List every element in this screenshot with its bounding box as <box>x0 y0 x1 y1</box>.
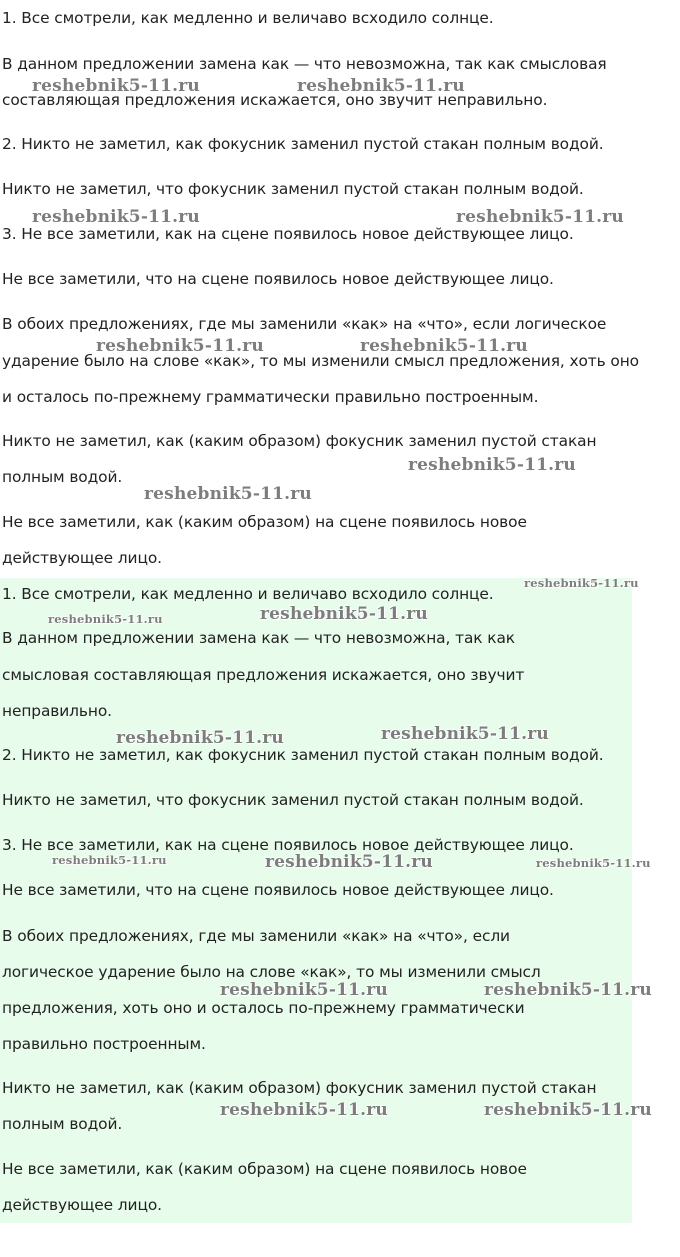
text-line: 3. Не все заметили, как на сцене появилось новое действующее лицо. <box>2 225 574 243</box>
text-line: полным водой. <box>2 468 123 486</box>
text-line: ударение было на слове «как», то мы изменили смысл предложения, хоть оно <box>2 352 639 370</box>
watermark: reshebnik5-11.ru <box>360 336 528 356</box>
text-line: В данном предложении замена как — что невозможна, так как <box>2 629 515 647</box>
highlighted-answer-section <box>0 578 632 1223</box>
text-line: Никто не заметил, что фокусник заменил пустой стакан полным водой. <box>2 791 584 809</box>
text-line: Никто не заметил, как (каким образом) фокусник заменил пустой стакан <box>2 1079 597 1097</box>
watermark: reshebnik5-11.ru <box>96 336 264 356</box>
text-line: Не все заметили, что на сцене появилось новое действующее лицо. <box>2 881 554 899</box>
watermark: reshebnik5-11.ru <box>32 207 200 227</box>
watermark: reshebnik5-11.ru <box>484 980 652 1000</box>
text-line: смысловая составляющая предложения искажается, оно звучит <box>2 666 525 684</box>
text-line: правильно построенным. <box>2 1035 206 1053</box>
watermark: reshebnik5-11.ru <box>220 1100 388 1120</box>
watermark: reshebnik5-11.ru <box>52 853 167 867</box>
text-line: полным водой. <box>2 1115 123 1133</box>
watermark: reshebnik5-11.ru <box>524 576 639 590</box>
watermark: reshebnik5-11.ru <box>297 76 465 96</box>
text-line: 2. Никто не заметил, как фокусник заменил пустой стакан полным водой. <box>2 135 604 153</box>
watermark: reshebnik5-11.ru <box>484 1100 652 1120</box>
text-line: В обоих предложениях, где мы заменили «как» на «что», если логическое <box>2 315 607 333</box>
text-line: 1. Все смотрели, как медленно и величаво всходило солнце. <box>2 9 494 27</box>
text-line: Не все заметили, что на сцене появилось новое действующее лицо. <box>2 270 554 288</box>
text-line: действующее лицо. <box>2 549 162 567</box>
watermark: reshebnik5-11.ru <box>265 852 433 872</box>
text-line: 1. Все смотрели, как медленно и величаво всходило солнце. <box>2 585 494 603</box>
text-line: 2. Никто не заметил, как фокусник заменил пустой стакан полным водой. <box>2 746 604 764</box>
text-line: В данном предложении замена как — что невозможна, так как смысловая <box>2 55 607 73</box>
watermark: reshebnik5-11.ru <box>144 484 312 504</box>
watermark: reshebnik5-11.ru <box>536 856 651 870</box>
watermark: reshebnik5-11.ru <box>116 728 284 748</box>
text-line: Не все заметили, как (каким образом) на сцене появилось новое <box>2 1160 527 1178</box>
watermark: reshebnik5-11.ru <box>260 604 428 624</box>
text-line: неправильно. <box>2 702 112 720</box>
watermark: reshebnik5-11.ru <box>456 207 624 227</box>
text-line: Не все заметили, как (каким образом) на сцене появилось новое <box>2 513 527 531</box>
text-line: предложения, хоть оно и осталось по-прежнему грамматически <box>2 999 525 1017</box>
text-line: действующее лицо. <box>2 1196 162 1214</box>
text-line: Никто не заметил, что фокусник заменил пустой стакан полным водой. <box>2 180 584 198</box>
text-line: Никто не заметил, как (каким образом) фокусник заменил пустой стакан <box>2 432 597 450</box>
watermark: reshebnik5-11.ru <box>220 980 388 1000</box>
watermark: reshebnik5-11.ru <box>381 724 549 744</box>
watermark: reshebnik5-11.ru <box>32 76 200 96</box>
text-line: и осталось по-прежнему грамматически правильно построенным. <box>2 388 539 406</box>
text-line: В обоих предложениях, где мы заменили «как» на «что», если <box>2 927 510 945</box>
watermark: reshebnik5-11.ru <box>408 455 576 475</box>
watermark: reshebnik5-11.ru <box>48 612 163 626</box>
text-line: 3. Не все заметили, как на сцене появилось новое действующее лицо. <box>2 836 574 854</box>
text-line: логическое ударение было на слове «как», то мы изменили смысл <box>2 963 541 981</box>
text-line: составляющая предложения искажается, оно звучит неправильно. <box>2 91 548 109</box>
